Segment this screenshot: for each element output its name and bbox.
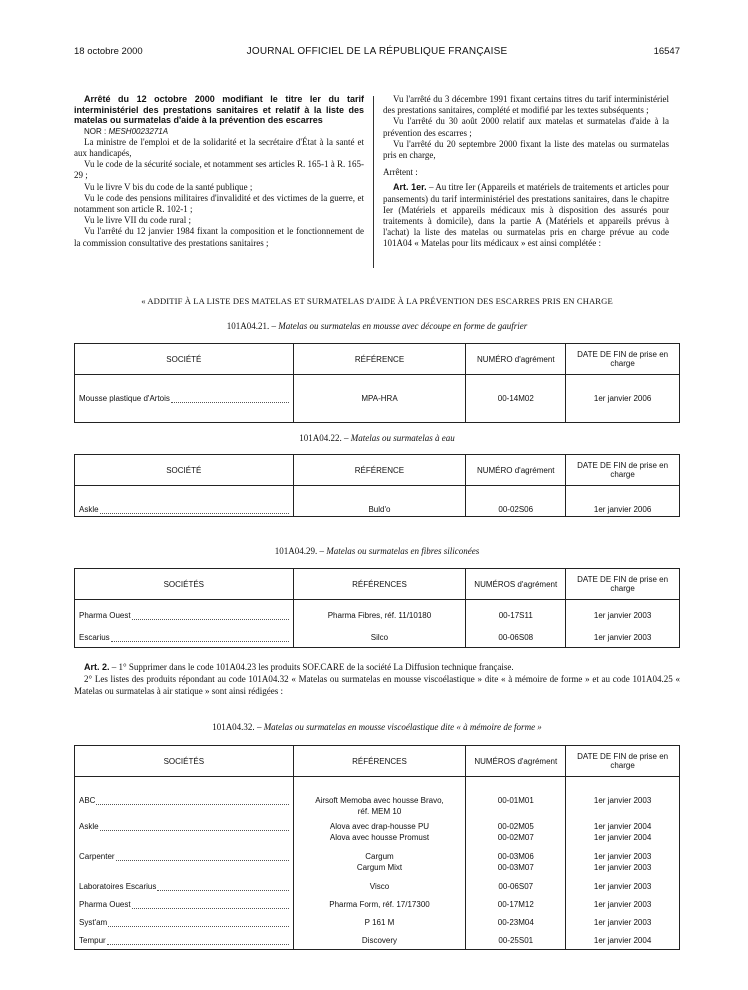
article-2 xyxy=(74,661,680,697)
societe-name: Syst'am xyxy=(79,918,108,927)
cell-numero-agrement xyxy=(466,628,566,648)
cell-numero-agrement xyxy=(466,847,566,877)
societe-name: Laboratoires Escarius xyxy=(79,882,157,891)
reference: Alova avec drap-housse PU xyxy=(329,822,430,831)
cell-societe xyxy=(75,931,294,949)
column-header: DATE DE FIN de prise en charge xyxy=(566,569,680,600)
right-paragraph: Vu l'arrêté du 3 décembre 1991 fixant certains titres du tarif interministériel des prestations sanitaires, complété et modifié par les textes subséquents ; xyxy=(383,94,669,116)
art2-p1 xyxy=(74,661,680,673)
date-fin: 1er janvier 2003 xyxy=(593,611,652,620)
column-header: SOCIÉTÉ xyxy=(75,455,294,486)
left-paragraph: La ministre de l'emploi et de la solidarité et la secrétaire d'État à la santé et aux handicapés, xyxy=(74,136,364,158)
cell-societe xyxy=(75,877,294,895)
date-fin: 1er janvier 2006 xyxy=(593,394,652,403)
leader-line xyxy=(79,881,293,893)
societe-name: Pharma Ouest xyxy=(79,611,131,620)
date-fin: 1er janvier 2003 xyxy=(593,918,652,927)
reference: Alova avec housse Promust xyxy=(329,833,430,842)
cell-numero-agrement xyxy=(466,600,566,628)
arretent: Arrêtent : xyxy=(383,167,418,178)
numero-agrement: 00-03M07 xyxy=(497,863,534,872)
column-header: DATE DE FIN de prise en charge xyxy=(566,455,680,486)
cell-numero-agrement xyxy=(466,877,566,895)
numero-agrement: 00-23M04 xyxy=(497,918,534,927)
table-code: 101A04.29. xyxy=(274,546,318,556)
cell-societe xyxy=(75,895,294,913)
numero-agrement: 00-02S06 xyxy=(498,505,534,514)
cell-date-fin xyxy=(566,375,680,423)
leader-line xyxy=(79,504,293,516)
numero-agrement: 00-17S11 xyxy=(498,611,533,620)
table-row xyxy=(75,847,680,877)
table-row xyxy=(75,931,680,949)
date-fin: 1er janvier 2006 xyxy=(593,505,652,514)
numero-agrement: 00-06S08 xyxy=(498,632,534,642)
left-column xyxy=(74,94,364,249)
date-fin: 1er janvier 2004 xyxy=(593,936,652,945)
cell-reference xyxy=(293,486,466,517)
cell-reference xyxy=(293,931,466,949)
cell-reference xyxy=(293,913,466,931)
cell-societe xyxy=(75,600,294,628)
table-row xyxy=(75,817,680,847)
product-table xyxy=(74,343,680,423)
cell-reference xyxy=(293,877,466,895)
column-header: SOCIÉTÉ xyxy=(75,344,294,375)
leader-line xyxy=(79,393,293,405)
numero-agrement: 00-02M07 xyxy=(497,833,534,842)
leader-line xyxy=(79,821,293,833)
left-paragraph: Vu le code des pensions militaires d'invalidité et des victimes de la guerre, et notamment son article R. 102-1 ; xyxy=(74,192,364,214)
article-1 xyxy=(383,182,669,249)
right-paragraph: Vu l'arrêté du 30 août 2000 relatif aux matelas et surmatelas d'aide à la prévention des escarres ; xyxy=(383,116,669,138)
numero-agrement: 00-17M12 xyxy=(497,900,534,909)
product-table xyxy=(74,568,680,648)
reference: Pharma Form, réf. 17/17300 xyxy=(329,900,430,909)
right-paragraph: Vu l'arrêté du 20 septembre 2000 fixant la liste des matelas ou surmatelas pris en charge, xyxy=(383,138,669,161)
table-row xyxy=(75,913,680,931)
section-heading: « ADDITIF À LA LISTE DES MATELAS ET SURMATELAS D'AIDE À LA PRÉVENTION DES ESCARRES PRIS EN CHARGE xyxy=(141,296,613,306)
societe-name: Askle xyxy=(79,505,99,514)
cell-societe xyxy=(75,486,294,517)
reference: Buld'o xyxy=(368,505,391,514)
table-description: Matelas ou surmatelas à eau xyxy=(350,433,455,443)
dot-leader xyxy=(100,512,289,514)
cell-societe xyxy=(75,628,294,648)
table-description: Matelas ou surmatelas en mousse avec découpe en forme de gaufrier xyxy=(278,321,528,331)
leader-line xyxy=(79,917,293,929)
column-header: RÉFÉRENCE xyxy=(293,344,466,375)
table-header-row xyxy=(75,569,680,600)
cell-date-fin xyxy=(566,913,680,931)
cell-numero-agrement xyxy=(466,777,566,818)
numero-agrement: 00-06S07 xyxy=(498,882,534,891)
nor-label: NOR : xyxy=(84,126,107,136)
right-column xyxy=(383,94,669,250)
table-description: Matelas ou surmatelas en fibres siliconées xyxy=(326,546,480,556)
reference: MPA-HRA xyxy=(361,394,398,403)
table-code: 101A04.21. xyxy=(226,321,270,331)
numero-agrement: 00-03M06 xyxy=(497,852,534,861)
left-paragraph: Vu le code de la sécurité sociale, et notamment ses articles R. 165-1 à R. 165-29 ; xyxy=(74,159,364,181)
art2-p2: 2° Les listes des produits répondant au code 101A04.32 « Matelas ou surmatelas en mousse viscoélastique » dite « à mémoire de forme » et au code 101A04.25 « Matelas ou surmatelas à air statique » sont ainsi rédigées : xyxy=(74,674,680,696)
table-row xyxy=(75,486,680,517)
societe-name: Askle xyxy=(79,822,99,831)
cell-numero-agrement xyxy=(466,895,566,913)
cell-date-fin xyxy=(566,486,680,517)
table-header-row xyxy=(75,746,680,777)
cell-date-fin xyxy=(566,877,680,895)
cell-reference xyxy=(293,777,466,818)
table-row xyxy=(75,777,680,818)
cell-numero-agrement xyxy=(466,486,566,517)
cell-date-fin xyxy=(566,895,680,913)
table-caption: 101A04.21. – Matelas ou surmatelas en mousse avec découpe en forme de gaufrier xyxy=(226,321,528,331)
dot-leader xyxy=(132,618,289,620)
dot-leader xyxy=(157,889,288,891)
dot-leader xyxy=(100,829,289,831)
page-number: 16547 xyxy=(653,46,680,57)
dot-leader xyxy=(108,925,288,927)
right-paragraphs xyxy=(383,94,669,161)
leader-line xyxy=(79,632,293,644)
cell-societe xyxy=(75,913,294,931)
cell-societe xyxy=(75,375,294,423)
date-fin: 1er janvier 2003 xyxy=(593,796,652,805)
cell-date-fin xyxy=(566,777,680,818)
cell-numero-agrement xyxy=(466,931,566,949)
date-fin: 1er janvier 2003 xyxy=(593,900,652,909)
column-header: NUMÉRO d'agrément xyxy=(466,455,566,486)
leader-line xyxy=(79,795,293,807)
cell-societe xyxy=(75,777,294,818)
table-header-row xyxy=(75,344,680,375)
date-fin: 1er janvier 2004 xyxy=(593,822,652,831)
column-header: RÉFÉRENCE xyxy=(293,455,466,486)
numero-agrement: 00-14M02 xyxy=(497,394,534,403)
table-code: 101A04.22. xyxy=(299,433,342,443)
date-fin: 1er janvier 2003 xyxy=(593,632,652,642)
cell-reference xyxy=(293,375,466,423)
nor-reference xyxy=(74,126,364,137)
table-caption: 101A04.22. – Matelas ou surmatelas à eau xyxy=(299,433,455,443)
left-paragraphs xyxy=(74,137,364,249)
dot-leader xyxy=(116,859,289,861)
date-fin: 1er janvier 2003 xyxy=(593,863,652,872)
art1-label: Art. 1er. xyxy=(393,182,427,193)
societe-name: ABC xyxy=(79,796,96,805)
cell-date-fin xyxy=(566,817,680,847)
column-header: NUMÉRO d'agrément xyxy=(466,344,566,375)
reference: Pharma Fibres, réf. 11/10180 xyxy=(327,611,432,620)
leader-line xyxy=(79,610,293,622)
arrete-title: Arrêté du 12 octobre 2000 modifiant le titre Ier du tarif interministériel des prestations sanitaires et relatif à la liste des matelas ou surmatelas d'aide à la prévention des escarres xyxy=(74,94,364,125)
cell-reference xyxy=(293,817,466,847)
reference: Silco xyxy=(370,632,389,642)
column-header: SOCIÉTÉS xyxy=(75,746,294,777)
reference: Cargum Mixt xyxy=(356,863,403,872)
column-header: SOCIÉTÉS xyxy=(75,569,294,600)
table-header-row xyxy=(75,455,680,486)
reference: P 161 M xyxy=(364,918,395,927)
art2-label: Art. 2. xyxy=(84,662,110,672)
table-row xyxy=(75,600,680,628)
column-header: RÉFÉRENCES xyxy=(293,569,466,600)
dot-leader xyxy=(171,401,289,403)
journal-title: JOURNAL OFFICIEL DE LA RÉPUBLIQUE FRANÇAISE xyxy=(246,46,508,57)
product-table xyxy=(74,745,680,950)
product-table xyxy=(74,454,680,517)
leader-line xyxy=(79,935,293,947)
date-fin: 1er janvier 2004 xyxy=(593,833,652,842)
date-fin: 1er janvier 2003 xyxy=(593,882,652,891)
societe-name: Pharma Ouest xyxy=(79,900,131,909)
table-caption: 101A04.32. – Matelas ou surmatelas en mousse viscoélastique dite « à mémoire de forme » xyxy=(212,722,542,732)
societe-name: Tempur xyxy=(79,936,106,945)
table-caption: 101A04.29. – Matelas ou surmatelas en fibres siliconées xyxy=(274,546,480,556)
dot-leader xyxy=(111,640,289,642)
cell-date-fin xyxy=(566,931,680,949)
table-code: 101A04.32. xyxy=(212,722,255,732)
numero-agrement: 00-25S01 xyxy=(498,936,534,945)
societe-name: Carpenter xyxy=(79,852,115,861)
cell-societe xyxy=(75,847,294,877)
leader-line xyxy=(79,899,293,911)
cell-date-fin xyxy=(566,628,680,648)
reference: Discovery xyxy=(361,936,398,945)
dot-leader xyxy=(132,907,289,909)
cell-reference xyxy=(293,600,466,628)
column-header: DATE DE FIN de prise en charge xyxy=(566,746,680,777)
dot-leader xyxy=(96,803,288,805)
numero-agrement: 00-01M01 xyxy=(497,796,534,805)
cell-societe xyxy=(75,817,294,847)
societe-name: Mousse plastique d'Artois xyxy=(79,394,170,403)
cell-reference xyxy=(293,628,466,648)
table-row xyxy=(75,877,680,895)
cell-numero-agrement xyxy=(466,913,566,931)
column-header: NUMÉROS d'agrément xyxy=(466,569,566,600)
date-fin: 1er janvier 2003 xyxy=(593,852,652,861)
left-paragraph: Vu le livre V bis du code de la santé publique ; xyxy=(84,181,253,192)
cell-reference xyxy=(293,847,466,877)
column-header: DATE DE FIN de prise en charge xyxy=(566,344,680,375)
leader-line xyxy=(79,851,293,863)
cell-date-fin xyxy=(566,847,680,877)
dot-leader xyxy=(107,943,289,945)
column-header: RÉFÉRENCES xyxy=(293,746,466,777)
table-description: Matelas ou surmatelas en mousse viscoélastique dite « à mémoire de forme » xyxy=(263,722,542,732)
table-row xyxy=(75,628,680,648)
table-row xyxy=(75,895,680,913)
societe-name: Escarius xyxy=(79,632,110,642)
header-date: 18 octobre 2000 xyxy=(74,46,143,57)
reference: Visco xyxy=(369,882,390,891)
left-paragraph: Vu l'arrêté du 12 janvier 1984 fixant la composition et le fonctionnement de la commission consultative des prestations sanitaires ; xyxy=(74,226,364,248)
left-paragraph: Vu le livre VII du code rural ; xyxy=(84,215,192,226)
cell-numero-agrement xyxy=(466,817,566,847)
cell-date-fin xyxy=(566,600,680,628)
column-divider xyxy=(373,96,374,268)
reference: réf. MEM 10 xyxy=(357,807,402,816)
table-row xyxy=(75,375,680,423)
cell-reference xyxy=(293,895,466,913)
reference: Cargum xyxy=(365,852,394,861)
cell-numero-agrement xyxy=(466,375,566,423)
column-header: NUMÉROS d'agrément xyxy=(466,746,566,777)
art2-p1-text: – 1° Supprimer dans le code 101A04.23 les produits SOF.CARE de la société La Diffusion technique française. xyxy=(109,662,514,672)
numero-agrement: 00-02M05 xyxy=(497,822,534,831)
art1-text: – Au titre Ier (Appareils et matériels de traitements et articles pour pansements) du tarif interministériel des prestations sanitaires, dans le chapitre Ier (Matériels et appareils médicaux mis à disposition des assurés pour traitements à domicile), dans la partie A (Matériels et appareils prévus à l'achat) la liste des matelas ou surmatelas pris en charge prévue au code 101A04 « Matelas pour lits médicaux » est ainsi complétée : xyxy=(383,182,669,249)
nor-value: MESH0023271A xyxy=(108,126,169,136)
reference: Airsoft Memoba avec housse Bravo, xyxy=(315,796,444,805)
